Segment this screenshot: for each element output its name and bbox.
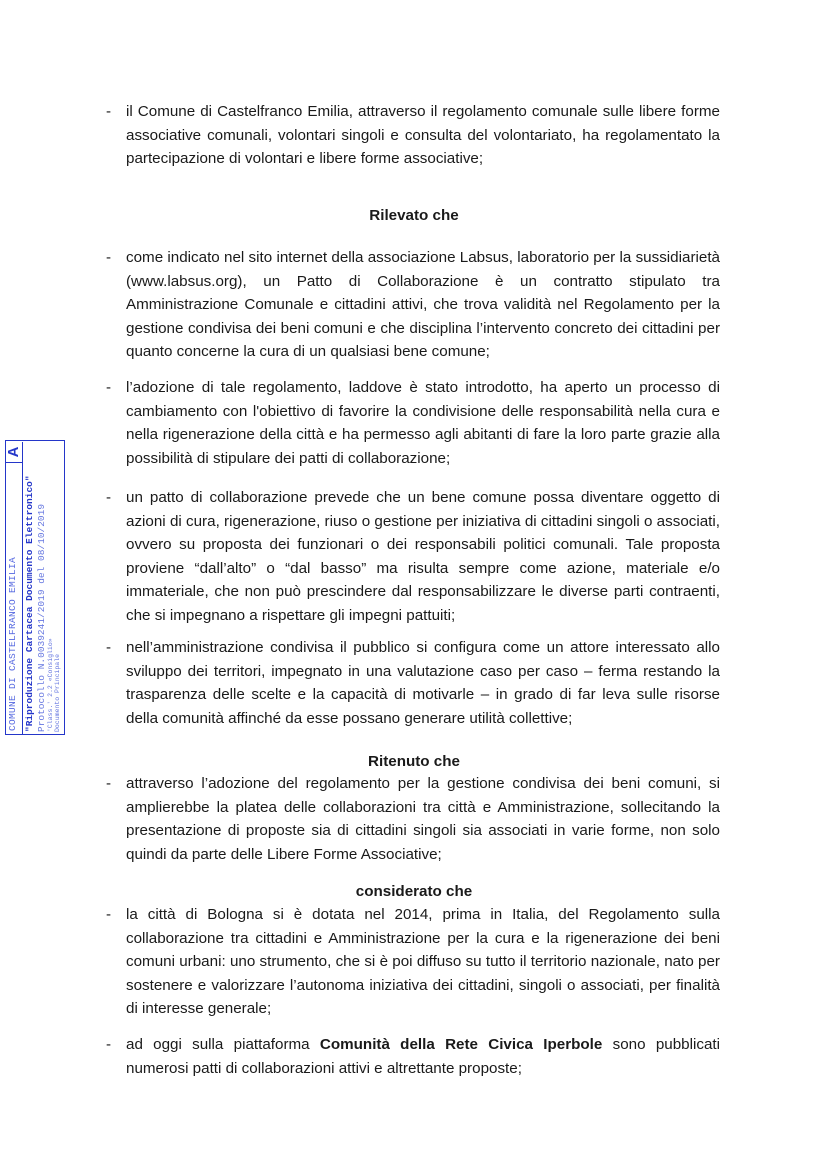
- item-text: [126, 1033, 720, 1080]
- stamp-comune: COMUNE DI CASTELFRANCO EMILIA: [7, 556, 18, 731]
- heading-ritenuto: Ritenuto che: [368, 753, 460, 770]
- item-text: come indicato nel sito internet della associazione Labsus, laboratorio per la sussidiarietà (www.labsus.org), un Patto di Collaborazione è un contratto stipulato tra Amministrazione Comunale e cittadini attivi, che trova validità nel Regolamento per la gestione condivisa dei beni comuni e che disciplina l’intervento concreto dei cittadini per quanto concerne la cura di un qualsiasi bene comune;: [126, 249, 720, 360]
- item-text: il Comune di Castelfranco Emilia, attraverso il regolamento comunale sulle libere forme associative comunali, volontari singoli e consulta del volontariato, ha regolamentato la partecipazione di volontari e libere forme associative;: [126, 103, 720, 167]
- stamp-body-row: [23, 442, 63, 735]
- item-text-post: sono pubblicati numerosi patti di collaborazioni attivi e altrettante proposte;: [126, 1036, 720, 1077]
- list-item: [108, 100, 720, 171]
- list-item: [108, 1033, 720, 1080]
- bullet-dash: -: [106, 489, 112, 506]
- platform-name: Comunità della Rete Civica Iperbole: [319, 1036, 603, 1053]
- bullet-dash: -: [106, 906, 112, 923]
- item-text-pre: ad oggi sulla piattaforma: [126, 1036, 320, 1053]
- item-text: la città di Bologna si è dotata nel 2014, prima in Italia, del Regolamento sulla collaborazione tra cittadini e Amministrazione per la cura e la rigenerazione dei beni comuni urbani: uno strumento, che si è poi diffuso su tutto il territorio nazionale, nato per sostenere e valorizzare l’autonoma iniziativa dei cittadini, singoli o associati, per finalità di interesse generale;: [126, 906, 720, 1017]
- stamp-letter-box: A: [5, 442, 22, 463]
- list-item: [108, 903, 720, 1021]
- list-item: [108, 376, 720, 470]
- item-text: l’adozione di tale regolamento, laddove è stato introdotto, ha aperto un processo di cambiamento con l'obiettivo di favorire la condivisione delle responsabilità nella cura e nella rigenerazione della città e ha permesso agli abitanti di fare la loro parte grazie alla possibilità di stipulare dei patti di collaborazione;: [126, 379, 720, 467]
- bullet-dash: -: [106, 103, 112, 120]
- stamp-header-row: [5, 442, 23, 735]
- bullet-dash: -: [106, 639, 112, 656]
- list-item: [108, 636, 720, 730]
- list-item: [108, 246, 720, 364]
- protocol-stamp: [5, 440, 65, 735]
- stamp-class: 'Class.' 2.2 «Consiglio»: [47, 638, 54, 732]
- bullet-dash: -: [106, 775, 112, 792]
- stamp-doc-type: Documento Principale: [54, 653, 61, 732]
- stamp-title: "Riproduzione Cartacea Documento Elettronico": [24, 475, 35, 732]
- list-item: [108, 486, 720, 627]
- bullet-dash: -: [106, 1036, 112, 1053]
- item-text: nell’amministrazione condivisa il pubblico si configura come un attore interessato allo sviluppo dei territori, impegnato in una valutazione caso per caso – ferma restando la trasparenza delle scelte e la capacità di motivarle – in grado di far leva sulle risorse della comunità affinché da esse possano generare utilità collettive;: [126, 639, 720, 727]
- list-item: [108, 772, 720, 866]
- heading-rilevato: Rilevato che: [369, 207, 459, 224]
- item-text: attraverso l’adozione del regolamento per la gestione condivisa dei beni comuni, si amplierebbe la platea delle collaborazioni tra città e Amministrazione, sollecitando la presentazione di proposte sia di cittadini singoli sia associati in varie forme, non solo quindi da parte delle Libere Forme Associative;: [126, 775, 720, 863]
- item-text: un patto di collaborazione prevede che un bene comune possa diventare oggetto di azioni di cura, rigenerazione, riuso o gestione per iniziativa di cittadini singoli o associati, ovvero su proposta dei funzionari o dei responsabili politici comunali. Tale proposta proviene “dall’alto” o “dal basso” ma risulta sempre come azione, materiale e/o immateriale, che non può prescindere dal responsabilizzare le diverse parti contraenti, che si impegnano a rispettare gli impegni pattuiti;: [126, 489, 720, 624]
- heading-considerato: considerato che: [355, 883, 473, 900]
- bullet-dash: -: [106, 249, 112, 266]
- bullet-dash: -: [106, 379, 112, 396]
- stamp-protocol: Protocollo N.0039241/2019 del 08/10/2019: [36, 503, 47, 732]
